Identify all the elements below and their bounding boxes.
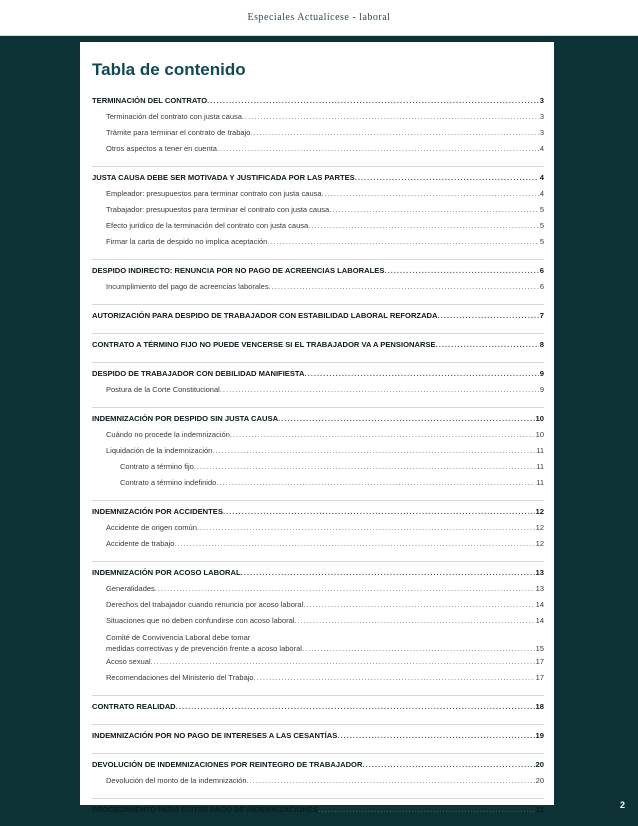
section-divider <box>92 333 544 334</box>
section-divider <box>92 753 544 754</box>
dot-leader <box>176 702 535 711</box>
toc-entry-title: DESPIDO DE TRABAJADOR CON DEBILIDAD MANIFIESTA <box>92 369 305 378</box>
toc-entry-page: 4 <box>539 144 544 153</box>
toc-subsection-entry[interactable] <box>92 282 544 298</box>
toc-entry-page: 20 <box>535 760 544 769</box>
dot-leader <box>241 568 535 577</box>
toc-entry-title: Incumplimiento del pago de acreencias laborales <box>106 282 269 291</box>
toc-subsection-entry[interactable] <box>92 657 544 673</box>
dot-leader <box>329 205 539 214</box>
dot-leader <box>220 385 539 394</box>
toc-entry-page: 8 <box>539 340 544 349</box>
toc-entry-title: Devolución del monto de la indemnización <box>106 776 247 785</box>
dot-leader <box>438 311 539 320</box>
toc-entry-page: 17 <box>535 657 544 666</box>
toc-entry-title: Accidente de origen común <box>106 523 197 532</box>
toc-subsection-entry[interactable] <box>92 584 544 600</box>
toc-entry-title: INDEMNIZACIÓN POR ACCIDENTES <box>92 507 223 516</box>
page-number: 2 <box>620 800 626 810</box>
toc-entry-page: 11 <box>536 478 544 487</box>
section-divider <box>92 724 544 725</box>
toc-entry-page: 5 <box>539 205 544 214</box>
dot-leader <box>384 266 538 275</box>
toc-subsection-entry[interactable] <box>92 237 544 253</box>
toc-subsection-entry[interactable] <box>92 673 544 689</box>
toc-entry-title: DESPIDO INDIRECTO: RENUNCIA POR NO PAGO DE ACREENCIAS LABORALES <box>92 266 385 275</box>
dot-leader <box>322 189 539 198</box>
toc-entry-page: 3 <box>539 112 544 121</box>
toc-entry-title: Recomendaciones del Ministerio del Trabajo <box>106 673 254 682</box>
page-header <box>0 0 638 36</box>
toc-subsection-entry[interactable] <box>92 430 544 446</box>
section-divider <box>92 500 544 501</box>
table-of-contents <box>92 96 544 821</box>
dot-leader <box>247 776 535 785</box>
dot-leader <box>194 462 535 471</box>
toc-entry-page: 3 <box>539 96 544 105</box>
toc-entry-title: CONTRATO REALIDAD <box>92 702 176 711</box>
toc-entry-page: 4 <box>539 189 544 198</box>
toc-entry-title: Situaciones que no deben confundirse con acoso laboral <box>106 616 295 625</box>
section-divider <box>92 362 544 363</box>
toc-subsection-entry[interactable] <box>92 205 544 221</box>
toc-subsection-entry[interactable] <box>92 539 544 555</box>
toc-entry-title: Trámite para terminar el contrato de trabajo <box>106 128 251 137</box>
toc-section-entry[interactable] <box>92 507 544 523</box>
toc-entry-page: 11 <box>536 446 544 455</box>
toc-entry-page: 18 <box>535 702 544 711</box>
dot-leader <box>155 584 535 593</box>
toc-entry-title: PROCEDIMIENTO PARA EVITAR PAGO DE INDEMNIZACIONES <box>92 805 319 814</box>
toc-entry-page: 15 <box>535 644 544 653</box>
toc-entry-page: 9 <box>539 369 544 378</box>
dot-leader <box>242 112 539 121</box>
dot-leader <box>318 805 534 814</box>
header-title: Especiales Actualícese - laboral <box>247 12 391 23</box>
toc-entry-title: AUTORIZACIÓN PARA DESPIDO DE TRABAJADOR CON ESTABILIDAD LABORAL REFORZADA <box>92 311 438 320</box>
toc-entry-page: 10 <box>535 414 544 423</box>
toc-entry-title: Otros aspectos a tener en cuenta <box>106 144 217 153</box>
toc-entry-page: 9 <box>539 385 544 394</box>
toc-entry-page: 12 <box>535 539 544 548</box>
toc-subsection-entry[interactable] <box>92 189 544 205</box>
toc-entry-title: Contrato a término fijo <box>120 462 194 471</box>
dot-leader <box>436 340 539 349</box>
toc-entry-title: DEVOLUCIÓN DE INDEMNIZACIONES POR REINTEGRO DE TRABAJADOR <box>92 760 363 769</box>
toc-entry-title: Empleador: presupuestos para terminar contrato con justa causa <box>106 189 322 198</box>
section-divider <box>92 695 544 696</box>
toc-entry-page: 14 <box>535 600 544 609</box>
toc-entry-title: Contrato a término indefinido <box>120 478 217 487</box>
toc-section-entry[interactable] <box>92 266 544 282</box>
toc-subsection-entry[interactable] <box>92 385 544 401</box>
dot-leader <box>223 507 535 516</box>
toc-entry-title: CONTRATO A TÉRMINO FIJO NO PUEDE VENCERSE SI EL TRABAJADOR VA A PENSIONARSE <box>92 340 436 349</box>
toc-title: Tabla de contenido <box>92 60 246 79</box>
toc-entry-title: Liquidación de la indemnización <box>106 446 213 455</box>
toc-entry-title: Derechos del trabajador cuando renuncia por acoso laboral <box>106 600 304 609</box>
toc-entry-title: Accidente de trabajo <box>106 539 175 548</box>
toc-entry-page: 7 <box>539 311 544 320</box>
toc-subsection-entry[interactable] <box>92 616 544 632</box>
toc-subsection-entry[interactable] <box>92 478 544 494</box>
toc-entry-title: Efecto jurídico de la terminación del contrato con justa causa <box>106 221 309 230</box>
toc-subsection-entry[interactable] <box>92 776 544 792</box>
dot-leader <box>303 600 534 609</box>
section-divider <box>92 304 544 305</box>
toc-section-entry[interactable] <box>92 340 544 356</box>
toc-subsection-entry[interactable] <box>92 112 544 128</box>
toc-entry-page: 19 <box>535 731 544 740</box>
toc-section-entry[interactable] <box>92 702 544 718</box>
toc-subsection-entry[interactable] <box>92 144 544 160</box>
toc-entry-title: medidas correctivas y de prevención frente a acoso laboral <box>106 644 302 653</box>
dot-leader <box>294 616 534 625</box>
dot-leader <box>355 173 539 182</box>
toc-entry-page: 5 <box>539 221 544 230</box>
toc-section-entry[interactable] <box>92 760 544 776</box>
toc-entry-title: INDEMNIZACIÓN POR NO PAGO DE INTERESES A LAS CESANTÍAS <box>92 731 338 740</box>
toc-entry-title: Terminación del contrato con justa causa <box>106 112 242 121</box>
toc-section-entry[interactable] <box>92 96 544 112</box>
dot-leader <box>197 523 535 532</box>
toc-entry-page: 6 <box>539 282 544 291</box>
toc-subsection-entry[interactable] <box>92 446 544 462</box>
toc-subsection-entry[interactable] <box>92 128 544 144</box>
document-page <box>80 42 554 814</box>
section-divider <box>92 798 544 799</box>
dot-leader <box>174 539 534 548</box>
dot-leader <box>269 282 539 291</box>
toc-entry-title: Cuándo no procede la indemnización <box>106 430 230 439</box>
dot-leader <box>308 221 539 230</box>
toc-section-entry[interactable] <box>92 805 544 821</box>
toc-entry-page: 13 <box>535 568 544 577</box>
toc-entry-page: 5 <box>539 237 544 246</box>
toc-entry-title: Comité de Convivencia Laboral debe tomar <box>106 633 251 642</box>
toc-subsection-entry[interactable] <box>92 600 544 616</box>
dot-leader <box>302 643 536 654</box>
toc-subsection-entry[interactable] <box>92 523 544 539</box>
toc-entry-page: 13 <box>535 584 544 593</box>
dot-leader <box>250 128 538 137</box>
section-divider <box>92 259 544 260</box>
section-divider <box>92 407 544 408</box>
section-divider <box>92 166 544 167</box>
toc-entry-title: Firmar la carta de despido no implica aceptación <box>106 237 268 246</box>
toc-entry-title: Trabajador: presupuestos para terminar el contrato con justa causa <box>106 205 330 214</box>
toc-entry-title: Postura de la Corte Constitucional <box>106 385 220 394</box>
toc-entry-page: 11 <box>536 462 544 471</box>
toc-entry-title: TERMINACIÓN DEL CONTRATO <box>92 96 208 105</box>
toc-entry-page: 12 <box>535 507 544 516</box>
toc-entry-title: Acoso sexual <box>106 657 151 666</box>
toc-entry-page: 6 <box>539 266 544 275</box>
toc-subsection-entry[interactable] <box>92 462 544 478</box>
toc-section-entry[interactable] <box>92 568 544 584</box>
dot-leader <box>278 414 534 423</box>
dot-leader <box>207 96 539 105</box>
dot-leader <box>217 144 539 153</box>
dot-leader <box>151 657 535 666</box>
dot-leader <box>305 369 539 378</box>
toc-entry-page: 14 <box>535 616 544 625</box>
toc-entry-page: 10 <box>535 430 544 439</box>
toc-entry-page: 17 <box>535 673 544 682</box>
toc-section-entry[interactable] <box>92 414 544 430</box>
toc-entry-page: 20 <box>535 776 544 785</box>
dot-leader <box>337 731 534 740</box>
toc-entry-page: 3 <box>539 128 544 137</box>
toc-entry-title: INDEMNIZACIÓN POR DESPIDO SIN JUSTA CAUSA <box>92 414 279 423</box>
toc-entry-title-continuation <box>106 643 544 654</box>
dot-leader <box>362 760 534 769</box>
toc-subsection-entry[interactable] <box>92 632 544 654</box>
toc-subsection-entry[interactable] <box>92 221 544 237</box>
toc-entry-title: JUSTA CAUSA DEBE SER MOTIVADA Y JUSTIFICADA POR LAS PARTES <box>92 173 355 182</box>
toc-entry-page: 21 <box>535 805 544 814</box>
toc-entry-title: Generalidades <box>106 584 155 593</box>
dot-leader <box>216 478 535 487</box>
toc-section-entry[interactable] <box>92 731 544 747</box>
toc-entry-page: 4 <box>539 173 544 182</box>
dot-leader <box>254 673 535 682</box>
toc-entry-page: 12 <box>535 523 544 532</box>
toc-section-entry[interactable] <box>92 173 544 189</box>
toc-section-entry[interactable] <box>92 311 544 327</box>
dot-leader <box>267 237 538 246</box>
toc-section-entry[interactable] <box>92 369 544 385</box>
dot-leader <box>212 446 535 455</box>
dot-leader <box>230 430 535 439</box>
toc-entry-title: INDEMNIZACIÓN POR ACOSO LABORAL <box>92 568 241 577</box>
section-divider <box>92 561 544 562</box>
